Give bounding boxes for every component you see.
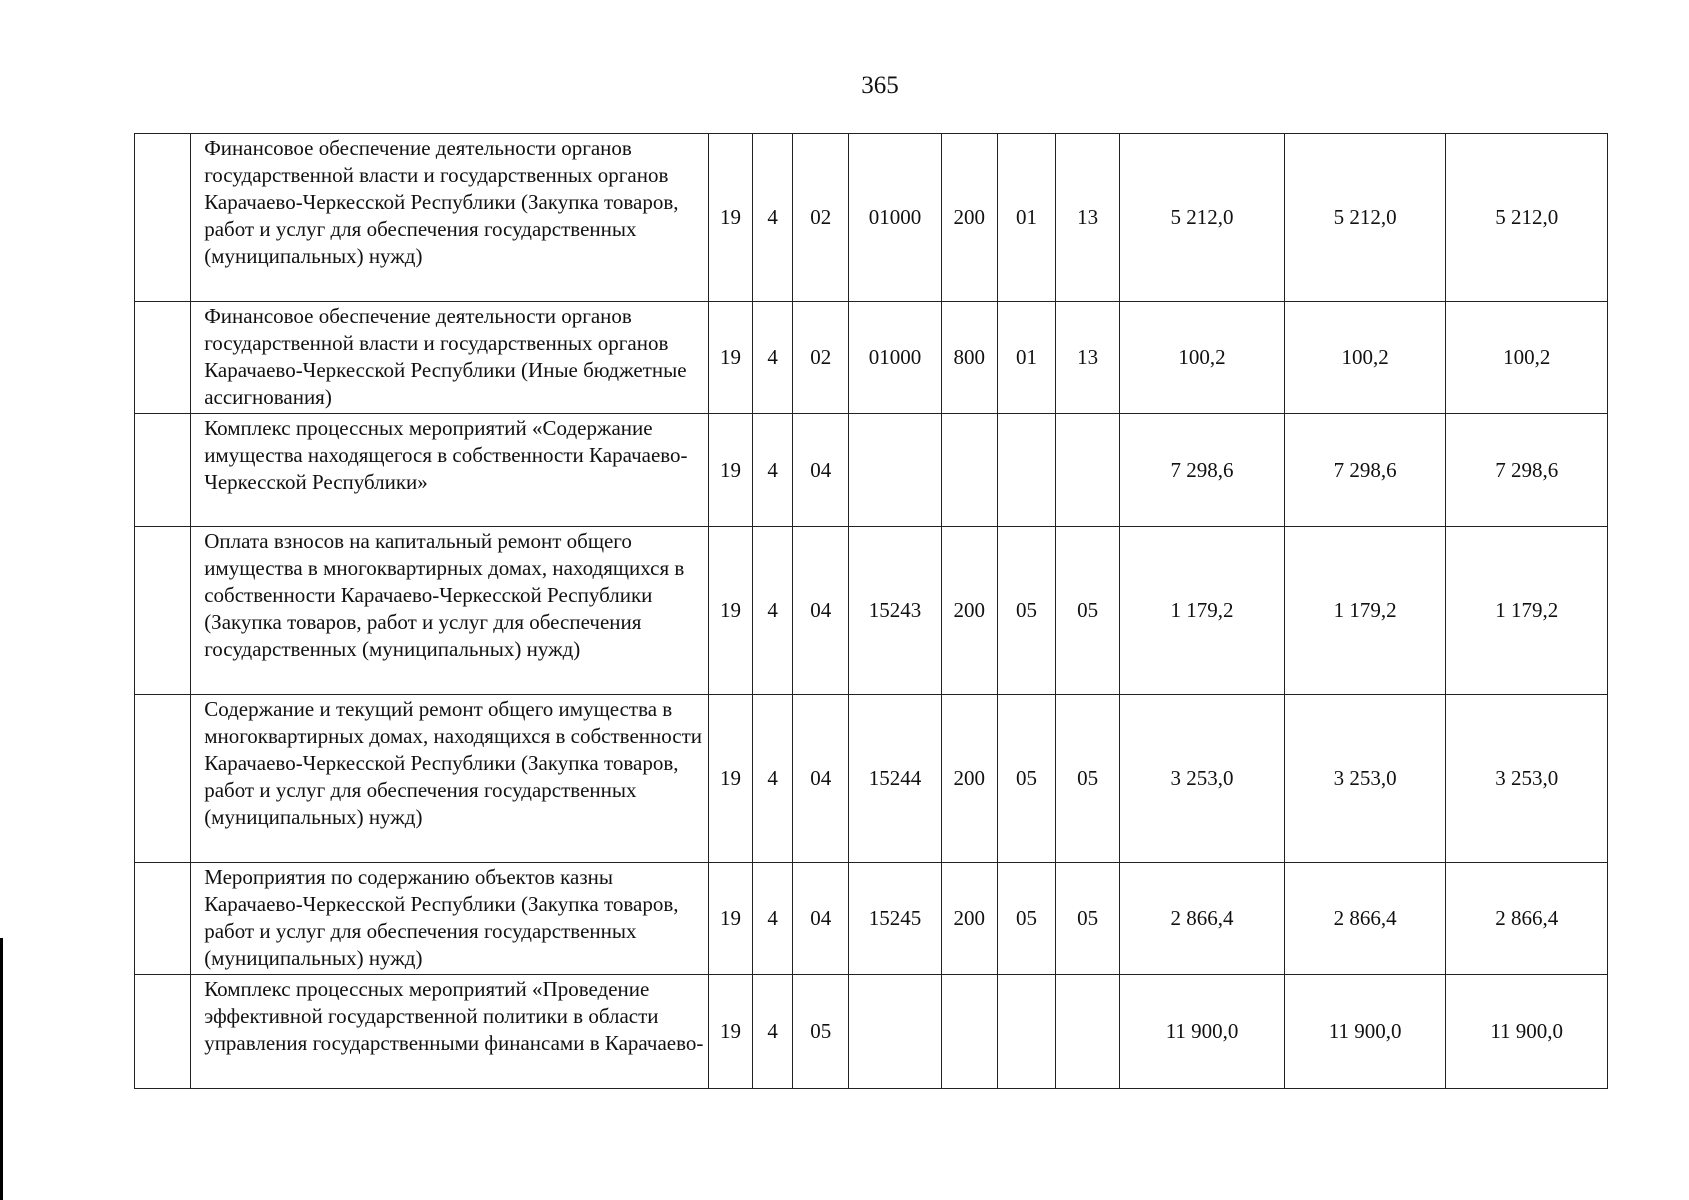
code-cell-c3: 04	[793, 695, 849, 863]
code-cell-c3: 04	[793, 414, 849, 527]
row-index-cell	[135, 975, 191, 1089]
code-cell-c3: 05	[793, 975, 849, 1089]
row-index-cell	[135, 695, 191, 863]
code-cell-c5: 200	[941, 527, 997, 695]
code-cell-c2: 4	[753, 527, 793, 695]
row-name-cell: Содержание и текущий ремонт общего имущества в многоквартирных домах, находящихся в собственности Карачаево-Черкесской Республики (Закупка товаров, работ и услуг для обеспечения государственных (муниципальных) нужд)	[191, 695, 709, 863]
code-cell-c4: 01000	[849, 302, 941, 414]
table-row	[135, 302, 1608, 414]
amount-cell-v3: 100,2	[1446, 302, 1608, 414]
code-cell-c1: 19	[708, 414, 752, 527]
code-cell-c6: 01	[997, 134, 1055, 302]
code-cell-c5	[941, 414, 997, 527]
row-name-cell: Финансовое обеспечение деятельности органов государственной власти и государственных органов Карачаево-Черкесской Республики (Закупка товаров, работ и услуг для обеспечения государственных (муниципальных) нужд)	[191, 134, 709, 302]
code-cell-c4: 15243	[849, 527, 941, 695]
amount-cell-v2: 100,2	[1284, 302, 1446, 414]
amount-cell-v1: 11 900,0	[1120, 975, 1285, 1089]
code-cell-c7: 05	[1056, 695, 1120, 863]
code-cell-c6: 01	[997, 302, 1055, 414]
row-index-cell	[135, 414, 191, 527]
code-cell-c5: 200	[941, 863, 997, 975]
amount-cell-v1: 3 253,0	[1120, 695, 1285, 863]
table-body	[135, 134, 1608, 1089]
code-cell-c5: 200	[941, 695, 997, 863]
table-row	[135, 134, 1608, 302]
code-cell-c7: 05	[1056, 863, 1120, 975]
amount-cell-v3: 11 900,0	[1446, 975, 1608, 1089]
code-cell-c1: 19	[708, 134, 752, 302]
code-cell-c6: 05	[997, 863, 1055, 975]
row-index-cell	[135, 134, 191, 302]
amount-cell-v1: 5 212,0	[1120, 134, 1285, 302]
row-index-cell	[135, 302, 191, 414]
amount-cell-v2: 1 179,2	[1284, 527, 1446, 695]
code-cell-c2: 4	[753, 134, 793, 302]
table-row	[135, 863, 1608, 975]
code-cell-c7	[1056, 414, 1120, 527]
amount-cell-v3: 1 179,2	[1446, 527, 1608, 695]
row-index-cell	[135, 863, 191, 975]
code-cell-c4: 01000	[849, 134, 941, 302]
code-cell-c3: 04	[793, 863, 849, 975]
amount-cell-v2: 7 298,6	[1284, 414, 1446, 527]
amount-cell-v3: 2 866,4	[1446, 863, 1608, 975]
amount-cell-v3: 5 212,0	[1446, 134, 1608, 302]
code-cell-c4: 15245	[849, 863, 941, 975]
code-cell-c4	[849, 975, 941, 1089]
code-cell-c1: 19	[708, 695, 752, 863]
code-cell-c6: 05	[997, 695, 1055, 863]
code-cell-c2: 4	[753, 302, 793, 414]
code-cell-c5: 200	[941, 134, 997, 302]
code-cell-c2: 4	[753, 863, 793, 975]
amount-cell-v2: 11 900,0	[1284, 975, 1446, 1089]
code-cell-c7: 05	[1056, 527, 1120, 695]
code-cell-c4: 15244	[849, 695, 941, 863]
row-name-cell: Мероприятия по содержанию объектов казны Карачаево-Черкесской Республики (Закупка товаров, работ и услуг для обеспечения государственных (муниципальных) нужд)	[191, 863, 709, 975]
amount-cell-v2: 2 866,4	[1284, 863, 1446, 975]
code-cell-c1: 19	[708, 527, 752, 695]
code-cell-c5: 800	[941, 302, 997, 414]
code-cell-c4	[849, 414, 941, 527]
amount-cell-v1: 2 866,4	[1120, 863, 1285, 975]
code-cell-c1: 19	[708, 975, 752, 1089]
code-cell-c7: 13	[1056, 302, 1120, 414]
amount-cell-v2: 5 212,0	[1284, 134, 1446, 302]
page-number: 365	[861, 72, 899, 99]
code-cell-c3: 02	[793, 302, 849, 414]
row-index-cell	[135, 527, 191, 695]
code-cell-c2: 4	[753, 695, 793, 863]
amount-cell-v1: 1 179,2	[1120, 527, 1285, 695]
code-cell-c2: 4	[753, 414, 793, 527]
code-cell-c6	[997, 975, 1055, 1089]
code-cell-c1: 19	[708, 302, 752, 414]
code-cell-c2: 4	[753, 975, 793, 1089]
amount-cell-v1: 7 298,6	[1120, 414, 1285, 527]
amount-cell-v2: 3 253,0	[1284, 695, 1446, 863]
code-cell-c3: 02	[793, 134, 849, 302]
amount-cell-v3: 7 298,6	[1446, 414, 1608, 527]
row-name-cell: Комплекс процессных мероприятий «Содержание имущества находящегося в собственности Карачаево-Черкесской Республики»	[191, 414, 709, 527]
row-name-cell: Комплекс процессных мероприятий «Проведение эффективной государственной политики в области управления государственными финансами в Карачаево-	[191, 975, 709, 1089]
budget-table	[134, 133, 1608, 1089]
row-name-cell: Оплата взносов на капитальный ремонт общего имущества в многоквартирных домах, находящихся в собственности Карачаево-Черкесской Республики (Закупка товаров, работ и услуг для обеспечения государственных (муниципальных) нужд)	[191, 527, 709, 695]
scan-edge-mark	[0, 938, 3, 1200]
code-cell-c6	[997, 414, 1055, 527]
code-cell-c6: 05	[997, 527, 1055, 695]
code-cell-c7: 13	[1056, 134, 1120, 302]
table-row	[135, 414, 1608, 527]
row-name-cell: Финансовое обеспечение деятельности органов государственной власти и государственных органов Карачаево-Черкесской Республики (Иные бюджетные ассигнования)	[191, 302, 709, 414]
code-cell-c3: 04	[793, 527, 849, 695]
table-row	[135, 695, 1608, 863]
table-row	[135, 975, 1608, 1089]
code-cell-c1: 19	[708, 863, 752, 975]
code-cell-c7	[1056, 975, 1120, 1089]
amount-cell-v3: 3 253,0	[1446, 695, 1608, 863]
amount-cell-v1: 100,2	[1120, 302, 1285, 414]
table-row	[135, 527, 1608, 695]
code-cell-c5	[941, 975, 997, 1089]
